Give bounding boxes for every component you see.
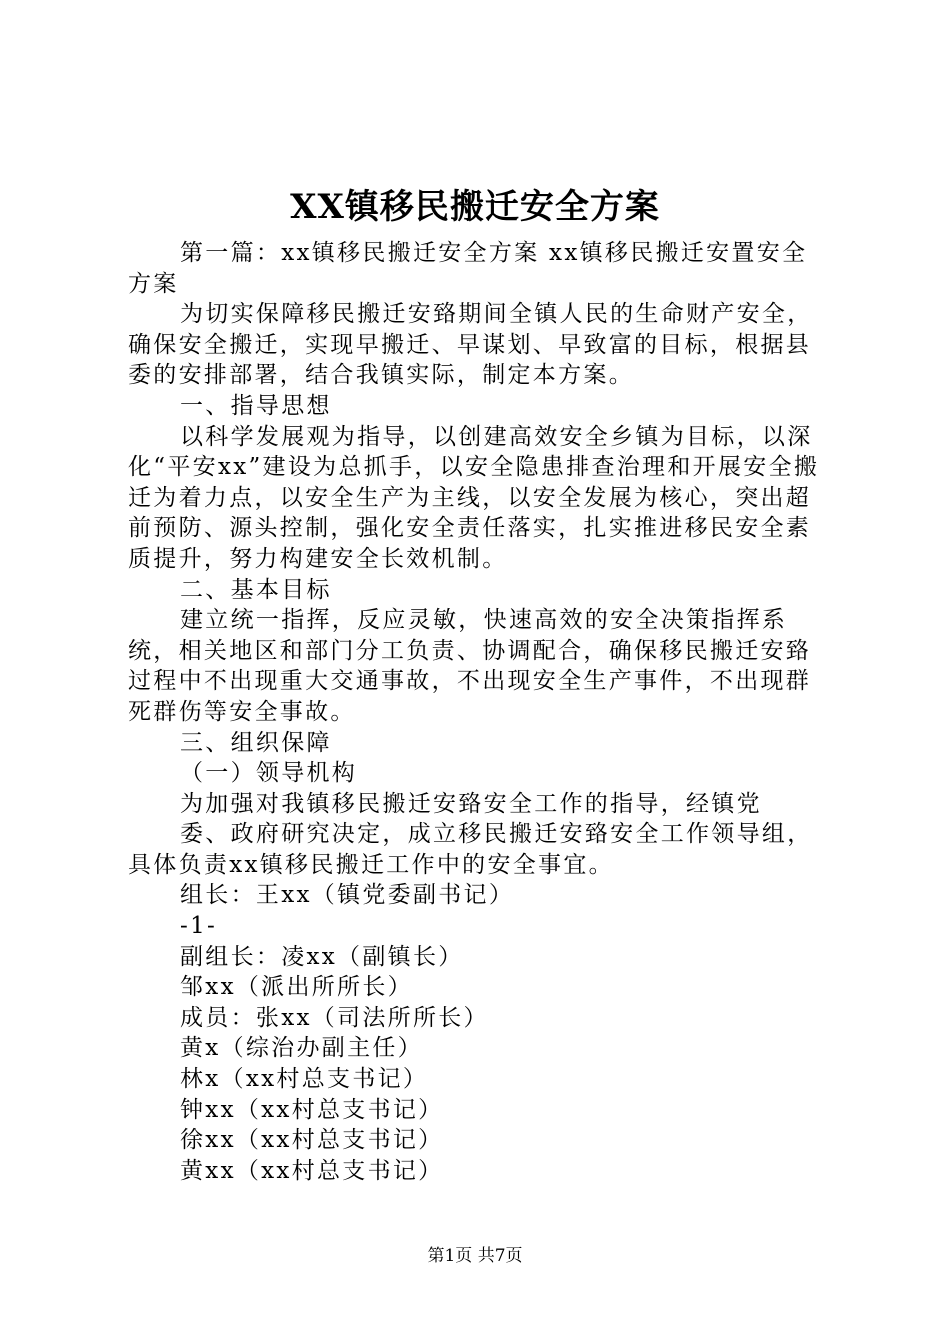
document-title: XX镇移民搬迁安全方案: [290, 187, 660, 227]
list-item-member: 黄xx（xx村总支书记）: [180, 1157, 444, 1184]
list-item-member: 林x（xx村总支书记）: [180, 1066, 429, 1093]
list-item-member: 成员：张xx（司法所所长）: [180, 1004, 489, 1031]
section-heading-basic-goal: 二、基本目标: [180, 576, 332, 603]
paragraph-basic-goal: 建立统一指挥，反应灵敏，快速高效的安全决策指挥系统，相关地区和部门分工负责、协调配合，确保移民搬迁安臵过程中不出现重大交通事故，不出现安全生产事件，不出现群死群伤等安全事故。: [128, 607, 812, 725]
list-item-deputy-leader: 副组长：凌xx（副镇长）: [180, 943, 464, 970]
subsection-heading-leadership: （一）领导机构: [180, 760, 358, 787]
paragraph-leadership-line1: 为加强对我镇移民搬迁安臵安全工作的指导，经镇党: [180, 790, 762, 817]
list-item-member: 钟xx（xx村总支书记）: [180, 1096, 444, 1123]
paragraph-leadership-line2: 委、政府研究决定，成立移民搬迁安臵安全工作领导组，具体负责xx镇移民搬迁工作中的安全事宜。: [128, 821, 813, 878]
list-item-deputy-leader-2: 邹xx（派出所所长）: [180, 974, 413, 1001]
list-item-member: 徐xx（xx村总支书记）: [180, 1127, 444, 1154]
list-item-member: 黄x（综治办副主任）: [180, 1035, 423, 1062]
paragraph-guiding-thought: 以科学发展观为指导，以创建高效安全乡镇为目标，以深化“平安xx”建设为总抓手，以安全隐患排查治理和开展安全搬迁为着力点，以安全生产为主线，以安全发展为核心，突出超前预防、源头控制，强化安全责任落实，扎实推进移民安全素质提升，努力构建安全长效机制。: [128, 423, 820, 572]
paragraph-purpose: 为切实保障移民搬迁安臵期间全镇人民的生命财产安全，确保安全搬迁，实现早搬迁、早谋划、早致富的目标，根据县委的安排部署，结合我镇实际，制定本方案。: [128, 301, 813, 389]
section-heading-guiding-thought: 一、指导思想: [180, 392, 332, 419]
page-number-marker: -1-: [180, 913, 218, 940]
page-footer: 第1页 共7页: [427, 1246, 523, 1266]
document-body: [128, 238, 828, 1186]
list-item-leader: 组长：王xx（镇党委副书记）: [180, 882, 515, 909]
paragraph-intro-heading: 第一篇：xx镇移民搬迁安全方案 xx镇移民搬迁安置安全方案: [128, 240, 808, 297]
section-heading-organization: 三、组织保障: [180, 729, 332, 756]
